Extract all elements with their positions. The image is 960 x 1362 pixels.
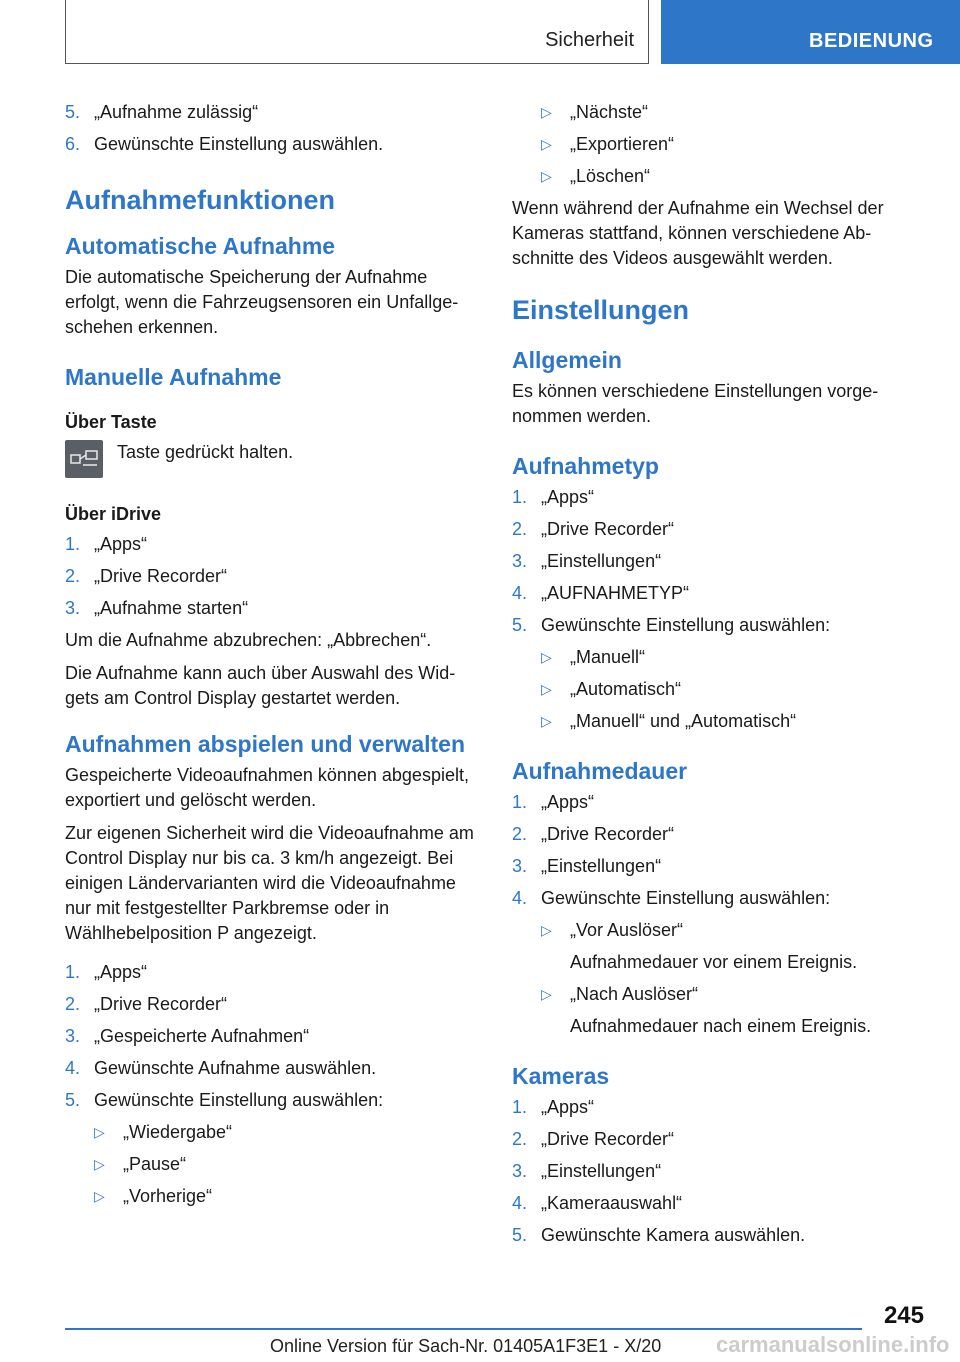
paragraph: Die automatische Speicherung der Aufnahme erfolgt, wenn die Fahrzeugsensoren ein Unfallgeschehen erkennen. bbox=[65, 267, 459, 337]
taste-row bbox=[65, 440, 481, 478]
triangle-icon: ▷ bbox=[94, 1188, 105, 1204]
triangle-icon: ▷ bbox=[94, 1156, 105, 1172]
list-item: 2. „Drive Recorder“ bbox=[512, 519, 675, 539]
list-item: 3. „Einstellungen“ bbox=[512, 551, 662, 571]
list-item: 2. „Drive Recorder“ bbox=[65, 994, 228, 1014]
heading-aufnahmefunktionen: Aufnahmefunktionen bbox=[65, 185, 335, 215]
heading-allgemein: Allgemein bbox=[512, 347, 622, 373]
page-number: 245 bbox=[883, 1302, 924, 1329]
header-section-box bbox=[65, 0, 649, 64]
list-item: 2. „Drive Recorder“ bbox=[512, 1129, 675, 1149]
heading-automatische-aufnahme: Automatische Aufnahme bbox=[65, 233, 336, 259]
sub-list-item: ▷ „Löschen“ bbox=[541, 164, 914, 189]
triangle-icon: ▷ bbox=[541, 168, 552, 184]
list-item: 6. Gewünschte Einstellung auswählen. bbox=[65, 134, 384, 154]
sub-item-description: Aufnahmedauer nach einem Ereignis. bbox=[570, 1016, 872, 1036]
sub-list-item: ▷ „Nach Auslöser“ bbox=[541, 982, 914, 1007]
triangle-icon: ▷ bbox=[541, 649, 552, 665]
list-item: 4. „Kameraauswahl“ bbox=[512, 1193, 683, 1213]
footer-divider bbox=[65, 1328, 862, 1330]
header-section-title: Sicherheit bbox=[545, 29, 634, 51]
sub-list-item: ▷ „Pause“ bbox=[94, 1152, 481, 1177]
heading-ueber-idrive: Über iDrive bbox=[65, 504, 162, 524]
left-column bbox=[65, 100, 481, 1216]
triangle-icon: ▷ bbox=[94, 1124, 105, 1140]
heading-einstellungen: Einstellungen bbox=[512, 295, 690, 325]
triangle-icon: ▷ bbox=[541, 986, 552, 1002]
sub-list-item: ▷ „Manuell“ bbox=[541, 645, 914, 670]
paragraph: Um die Aufnahme abzubrechen: „Abbrechen“. bbox=[65, 630, 432, 650]
paragraph: Zur eigenen Sicherheit wird die Videoaufnahme am Control Display nur bis ca. 3 km/h angezeigt. Bei einigen Ländervarianten wird die Videoaufnahme nur mit festgestellter Parkbremse oder in Wählhebelposition P angezeigt. bbox=[65, 823, 474, 943]
paragraph: Wenn während der Aufnahme ein Wechsel der Kameras stattfand, können verschiedene Abschnitte des Videos ausgewählt werden. bbox=[512, 198, 884, 268]
heading-manuelle-aufnahme: Manuelle Aufnahme bbox=[65, 364, 282, 390]
triangle-icon: ▷ bbox=[541, 681, 552, 697]
heading-ueber-taste: Über Taste bbox=[65, 412, 157, 432]
right-column bbox=[512, 100, 914, 1255]
header-chapter-title: BEDIENUNG bbox=[809, 30, 934, 52]
recorder-button-icon bbox=[65, 440, 103, 478]
list-item: 2. „Drive Recorder“ bbox=[512, 824, 675, 844]
sub-list-item: ▷ „Exportieren“ bbox=[541, 132, 914, 157]
paragraph: Es können verschiedene Einstellungen vorgenommen werden. bbox=[512, 381, 879, 426]
list-item: 5. Gewünschte Einstellung auswählen: bbox=[512, 615, 831, 635]
list-item: 4. Gewünschte Aufnahme auswählen. bbox=[65, 1058, 377, 1078]
list-item: 5. „Aufnahme zulässig“ bbox=[65, 102, 259, 122]
list-item: 1. „Apps“ bbox=[512, 487, 595, 507]
sub-list-item: ▷ „Vor Auslöser“ bbox=[541, 918, 914, 943]
list-item: 1. „Apps“ bbox=[512, 1097, 595, 1117]
list-item: 4. „AUFNAHMETYP“ bbox=[512, 583, 689, 603]
triangle-icon: ▷ bbox=[541, 713, 552, 729]
list-item: 5. Gewünschte Einstellung auswählen: bbox=[65, 1090, 384, 1110]
sub-list-item: ▷ „Nächste“ bbox=[541, 100, 914, 125]
triangle-icon: ▷ bbox=[541, 922, 552, 938]
watermark: carmanualsonline.info bbox=[716, 1332, 950, 1357]
list-item: 1. „Apps“ bbox=[512, 792, 595, 812]
paragraph: Taste gedrückt halten. bbox=[117, 442, 294, 462]
heading-aufnahmetyp: Aufnahmetyp bbox=[512, 453, 659, 479]
paragraph: Die Aufnahme kann auch über Auswahl des Widgets am Control Display gestartet werden. bbox=[65, 663, 456, 708]
heading-aufnahmedauer: Aufnahmedauer bbox=[512, 758, 688, 784]
list-item: 4. Gewünschte Einstellung auswählen: bbox=[512, 888, 831, 908]
list-item: 2. „Drive Recorder“ bbox=[65, 566, 228, 586]
list-item: 1. „Apps“ bbox=[65, 534, 148, 554]
triangle-icon: ▷ bbox=[541, 104, 552, 120]
heading-aufnahmen-abspielen: Aufnahmen abspielen und verwalten bbox=[65, 731, 466, 757]
list-item: 5. Gewünschte Kamera auswählen. bbox=[512, 1225, 806, 1245]
sub-list-item: ▷ „Automatisch“ bbox=[541, 677, 914, 702]
header-chapter-tab bbox=[661, 0, 960, 64]
list-item: 3. „Einstellungen“ bbox=[512, 1161, 662, 1181]
list-item: 1. „Apps“ bbox=[65, 962, 148, 982]
paragraph: Gespeicherte Videoaufnahmen können abgespielt, exportiert und gelöscht werden. bbox=[65, 765, 469, 810]
triangle-icon: ▷ bbox=[541, 136, 552, 152]
sub-list-item: ▷ „Vorherige“ bbox=[94, 1184, 481, 1209]
sub-list-item: ▷ „Wiedergabe“ bbox=[94, 1120, 481, 1145]
footer-text: Online Version für Sach-Nr. 01405A1F3E1 - X/20 bbox=[270, 1336, 662, 1356]
heading-kameras: Kameras bbox=[512, 1063, 610, 1089]
list-item: 3. „Einstellungen“ bbox=[512, 856, 662, 876]
list-item: 3. „Aufnahme starten“ bbox=[65, 598, 249, 618]
list-item: 3. „Gespeicherte Aufnahmen“ bbox=[65, 1026, 310, 1046]
sub-list-item: ▷ „Manuell“ und „Automatisch“ bbox=[541, 709, 914, 734]
sub-item-description: Aufnahmedauer vor einem Ereignis. bbox=[570, 952, 858, 972]
